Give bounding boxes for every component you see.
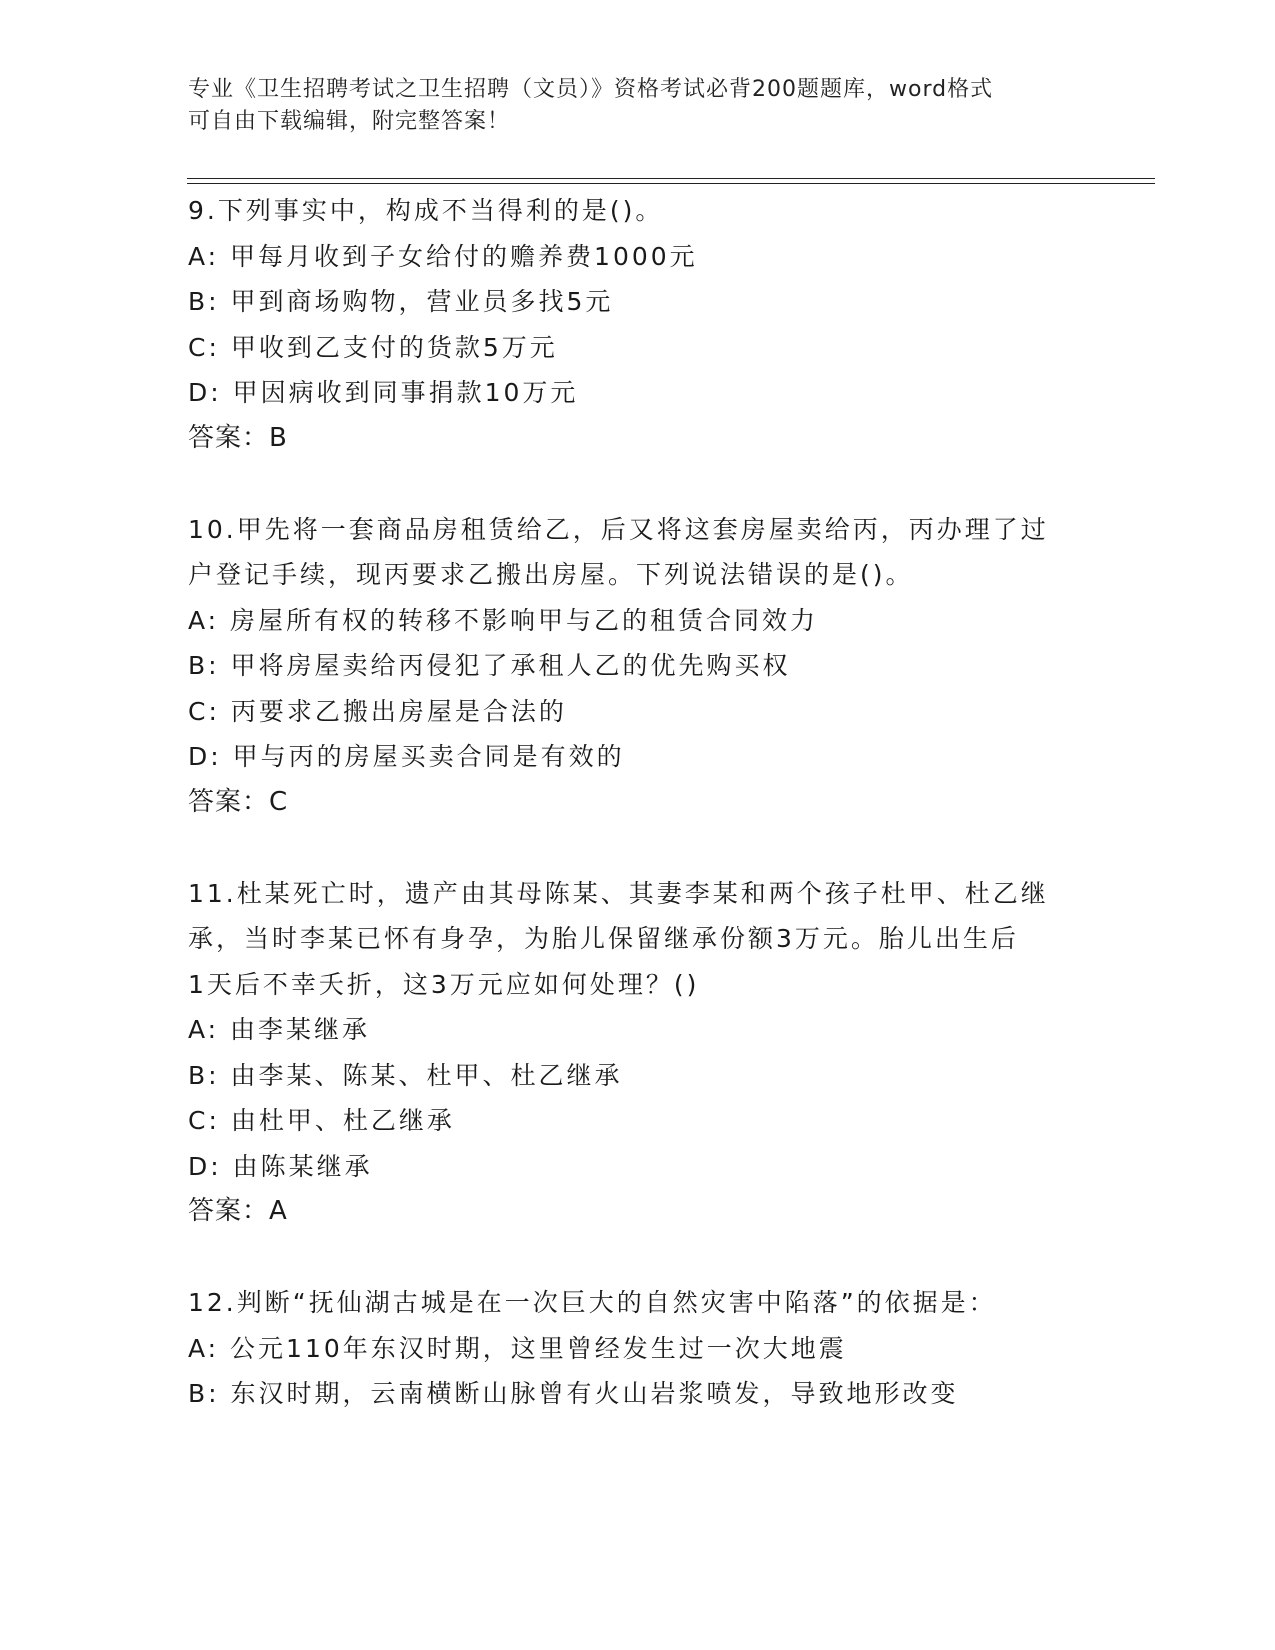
option-a: A: 甲每月收到子女给付的赡养费1000元 — [188, 241, 698, 271]
question-gap — [188, 1235, 1088, 1281]
question-12 — [188, 1280, 1088, 1417]
document-header — [188, 74, 1088, 138]
question-gap — [188, 825, 1088, 871]
option-d: D: 甲与丙的房屋买卖合同是有效的 — [188, 742, 625, 771]
answer-line: 答案：C — [188, 786, 289, 817]
option-b: B: 甲到商场购物，营业员多找5元 — [188, 287, 614, 316]
option-c: C: 丙要求乙搬出房屋是合法的 — [188, 696, 567, 726]
question-stem-continued: 1天后不幸夭折，这3万元应如何处理？() — [188, 969, 700, 999]
question-list — [188, 188, 1088, 1417]
option-d: D: 由陈某继承 — [188, 1151, 373, 1181]
question-stem-continued: 承，当时李某已怀有身孕，为胎儿保留继承份额3万元。胎儿出生后 — [188, 924, 1019, 953]
question-stem: 11.杜某死亡时，遗产由其母陈某、其妻李某和两个孩子杜甲、杜乙继 — [188, 878, 1049, 908]
header-line-1: 专业《卫生招聘考试之卫生招聘（文员）》资格考试必背200题题库，word格式 — [188, 77, 994, 102]
answer-line: 答案：B — [188, 422, 288, 453]
question-11 — [188, 871, 1088, 1235]
question-stem: 12.判断“抚仙湖古城是在一次巨大的自然灾害中陷落”的依据是： — [188, 1288, 997, 1317]
question-9 — [188, 188, 1088, 461]
option-c: C: 甲收到乙支付的货款5万元 — [188, 332, 558, 362]
header-line-2: 可自由下载编辑，附完整答案！ — [188, 109, 511, 134]
question-10 — [188, 507, 1088, 826]
question-stem: 9.下列事实中，构成不当得利的是()。 — [188, 196, 664, 225]
option-a: A: 由李某继承 — [188, 1015, 371, 1044]
question-stem: 10.甲先将一套商品房租赁给乙，后又将这套房屋卖给丙，丙办理了过 — [188, 514, 1049, 544]
header-rule-top — [187, 178, 1155, 179]
option-b: B: 甲将房屋卖给丙侵犯了承租人乙的优先购买权 — [188, 651, 791, 680]
answer-line: 答案：A — [188, 1196, 288, 1226]
option-b: B: 东汉时期，云南横断山脉曾有火山岩浆喷发，导致地形改变 — [188, 1379, 959, 1408]
header-rule-bottom — [187, 183, 1155, 184]
option-d: D: 甲因病收到同事捐款10万元 — [188, 378, 579, 407]
question-gap — [188, 461, 1088, 507]
option-a: A: 房屋所有权的转移不影响甲与乙的租赁合同效力 — [188, 605, 819, 635]
option-b: B: 由李某、陈某、杜甲、杜乙继承 — [188, 1060, 623, 1090]
question-stem-continued: 户登记手续，现丙要求乙搬出房屋。下列说法错误的是()。 — [188, 560, 914, 589]
option-a: A: 公元110年东汉时期，这里曾经发生过一次大地震 — [188, 1333, 847, 1363]
option-c: C: 由杜甲、杜乙继承 — [188, 1106, 455, 1135]
